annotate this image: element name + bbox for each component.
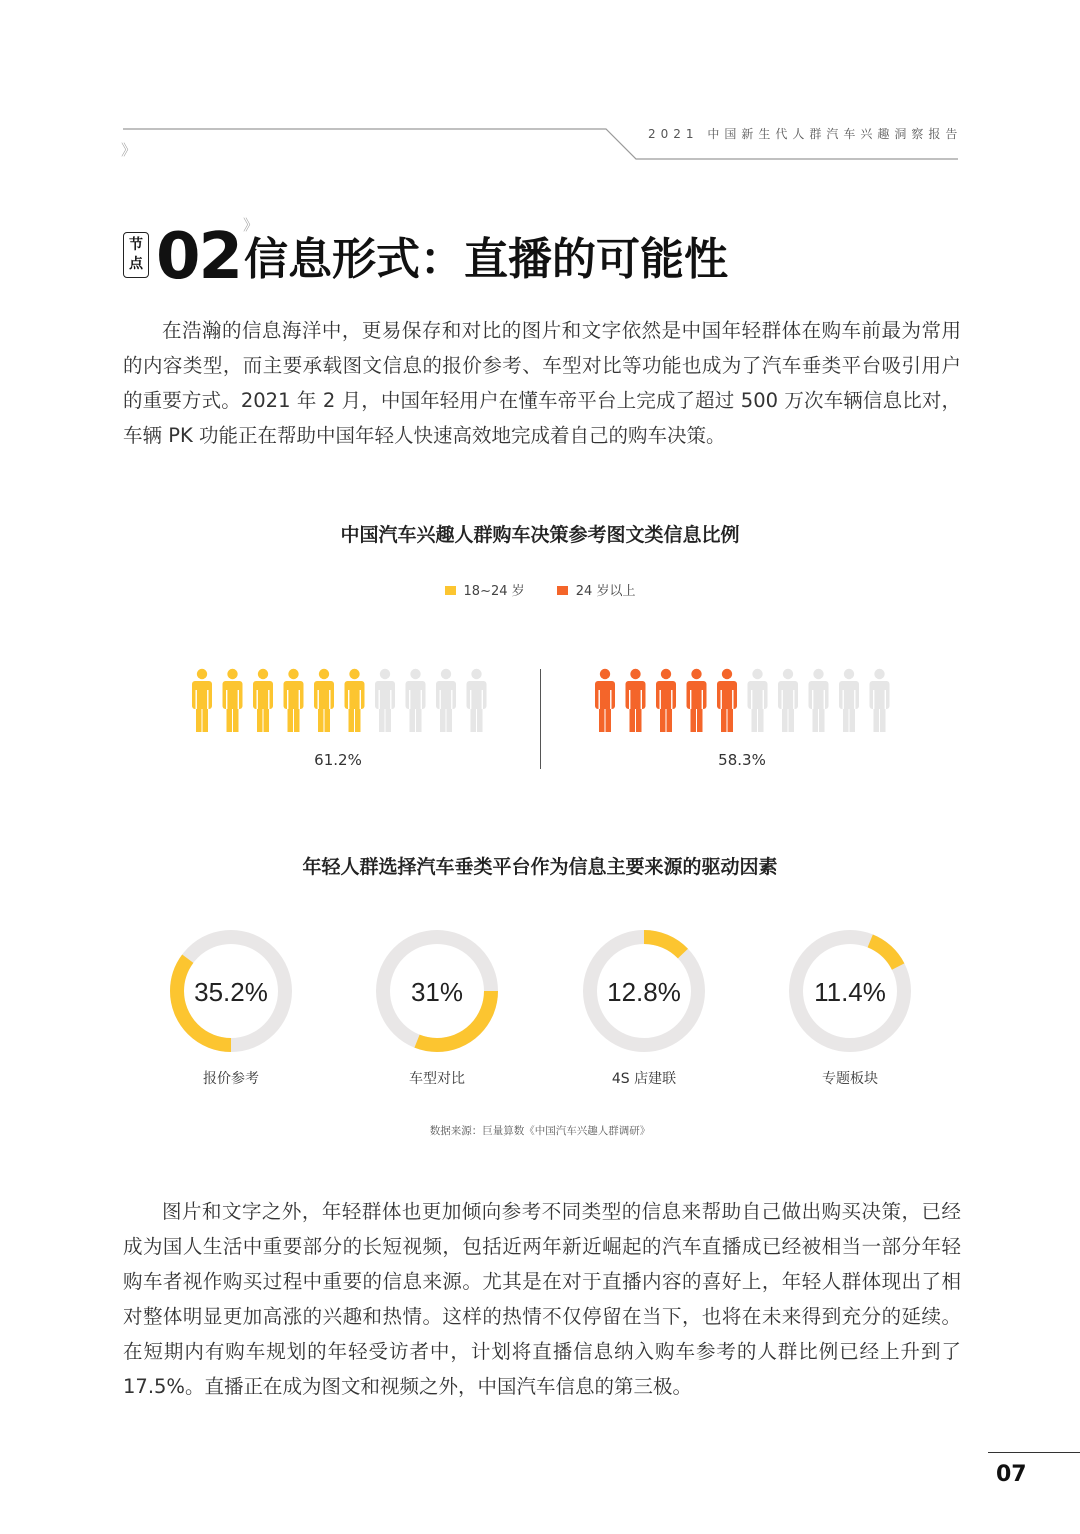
donut-label-3: 4S 店建联 (611, 1071, 677, 1087)
person-icon-young-10 (467, 669, 487, 732)
person-icon-young-6 (345, 669, 365, 732)
person-icon-older-6 (748, 669, 768, 732)
footer-rule (988, 1452, 1080, 1453)
section-title: 信息形式：直播的可能性 (244, 234, 728, 285)
page-number: 07 (996, 1462, 1027, 1487)
pictograph-divider (540, 669, 541, 769)
donut-label-2: 车型对比 (409, 1071, 465, 1087)
person-icon-young-8 (406, 669, 426, 732)
person-icon-young-3 (253, 669, 273, 732)
donut-charts (0, 920, 1080, 1060)
donut-value-4: 11.4% (814, 977, 886, 1007)
chart1-legend (0, 580, 1080, 599)
data-source: 数据来源：巨量算数《中国汽车兴趣人群调研》 (429, 1125, 651, 1137)
person-icon-older-3 (656, 669, 676, 732)
header-chevron-icon: 》 (121, 141, 134, 159)
section-chevron-icon: 》 (243, 216, 256, 234)
pictograph-value-young: 61.2% (314, 751, 362, 769)
legend-swatch-yellow (445, 586, 456, 595)
legend-label-young: 18~24 岁 (463, 584, 525, 599)
person-icon-older-2 (626, 669, 646, 732)
person-icon-older-5 (717, 669, 737, 732)
report-title: 2021 中国新生代人群汽车兴趣洞察报告 (648, 127, 963, 141)
person-icon-older-10 (870, 669, 890, 732)
legend-item-young (445, 580, 525, 599)
legend-item-older (557, 580, 636, 599)
donut-value-2: 31% (410, 977, 464, 1007)
person-icon-young-7 (375, 669, 395, 732)
person-icon-older-7 (778, 669, 798, 732)
intro-paragraph: 在浩瀚的信息海洋中，更易保存和对比的图片和文字依然是中国年轻群体在购车前最为常用的内容类型，而主要承载图文信息的报价参考、车型对比等功能也成为了汽车垂类平台吸引用户的重要方式。2021 年 2 月，中国年轻用户在懂车帝平台上完成了超过 500 万次车辆信息比对，车辆 PK 功能正在帮助中国年轻人快速高效地完成着自己的购车决策。 (123, 319, 961, 447)
person-icon-young-9 (436, 669, 456, 732)
donut-label-4: 专题板块 (822, 1071, 878, 1087)
pictograph-value-older: 58.3% (718, 751, 766, 769)
donut-value-3: 12.8% (607, 977, 681, 1007)
donut-label-1: 报价参考 (203, 1071, 259, 1087)
person-icon-older-1 (595, 669, 615, 732)
section-number: 02 (156, 220, 242, 294)
person-icon-older-8 (809, 669, 829, 732)
legend-label-older: 24 岁以上 (575, 584, 636, 599)
section-badge: 节点 (123, 232, 149, 278)
person-icon-young-1 (192, 669, 212, 732)
person-icon-older-9 (839, 669, 859, 732)
donut-value-1: 35.2% (194, 977, 268, 1007)
chart1-title: 中国汽车兴趣人群购车决策参考图文类信息比例 (340, 524, 740, 546)
chart2-title: 年轻人群选择汽车垂类平台作为信息主要来源的驱动因素 (302, 856, 778, 878)
body-paragraph: 图片和文字之外，年轻群体也更加倾向参考不同类型的信息来帮助自己做出购买决策，已经成为国人生活中重要部分的长短视频，包括近两年新近崛起的汽车直播成已经被相当一部分年轻购车者视作购买过程中重要的信息来源。尤其是在对于直播内容的喜好上，年轻人群体现出了相对整体明显更加高涨的兴趣和热情。这样的热情不仅停留在当下，也将在未来得到充分的延续。在短期内有购车规划的年轻受访者中，计划将直播信息纳入购车参考的人群比例已经上升到了 17.5%。直播正在成为图文和视频之外，中国汽车信息的第三极。 (123, 1200, 961, 1398)
header-rule (0, 0, 1080, 170)
person-icon-older-4 (687, 669, 707, 732)
person-icon-young-4 (284, 669, 304, 732)
person-icon-young-2 (223, 669, 243, 732)
legend-swatch-orange (557, 586, 568, 595)
person-icon-young-5 (314, 669, 334, 732)
